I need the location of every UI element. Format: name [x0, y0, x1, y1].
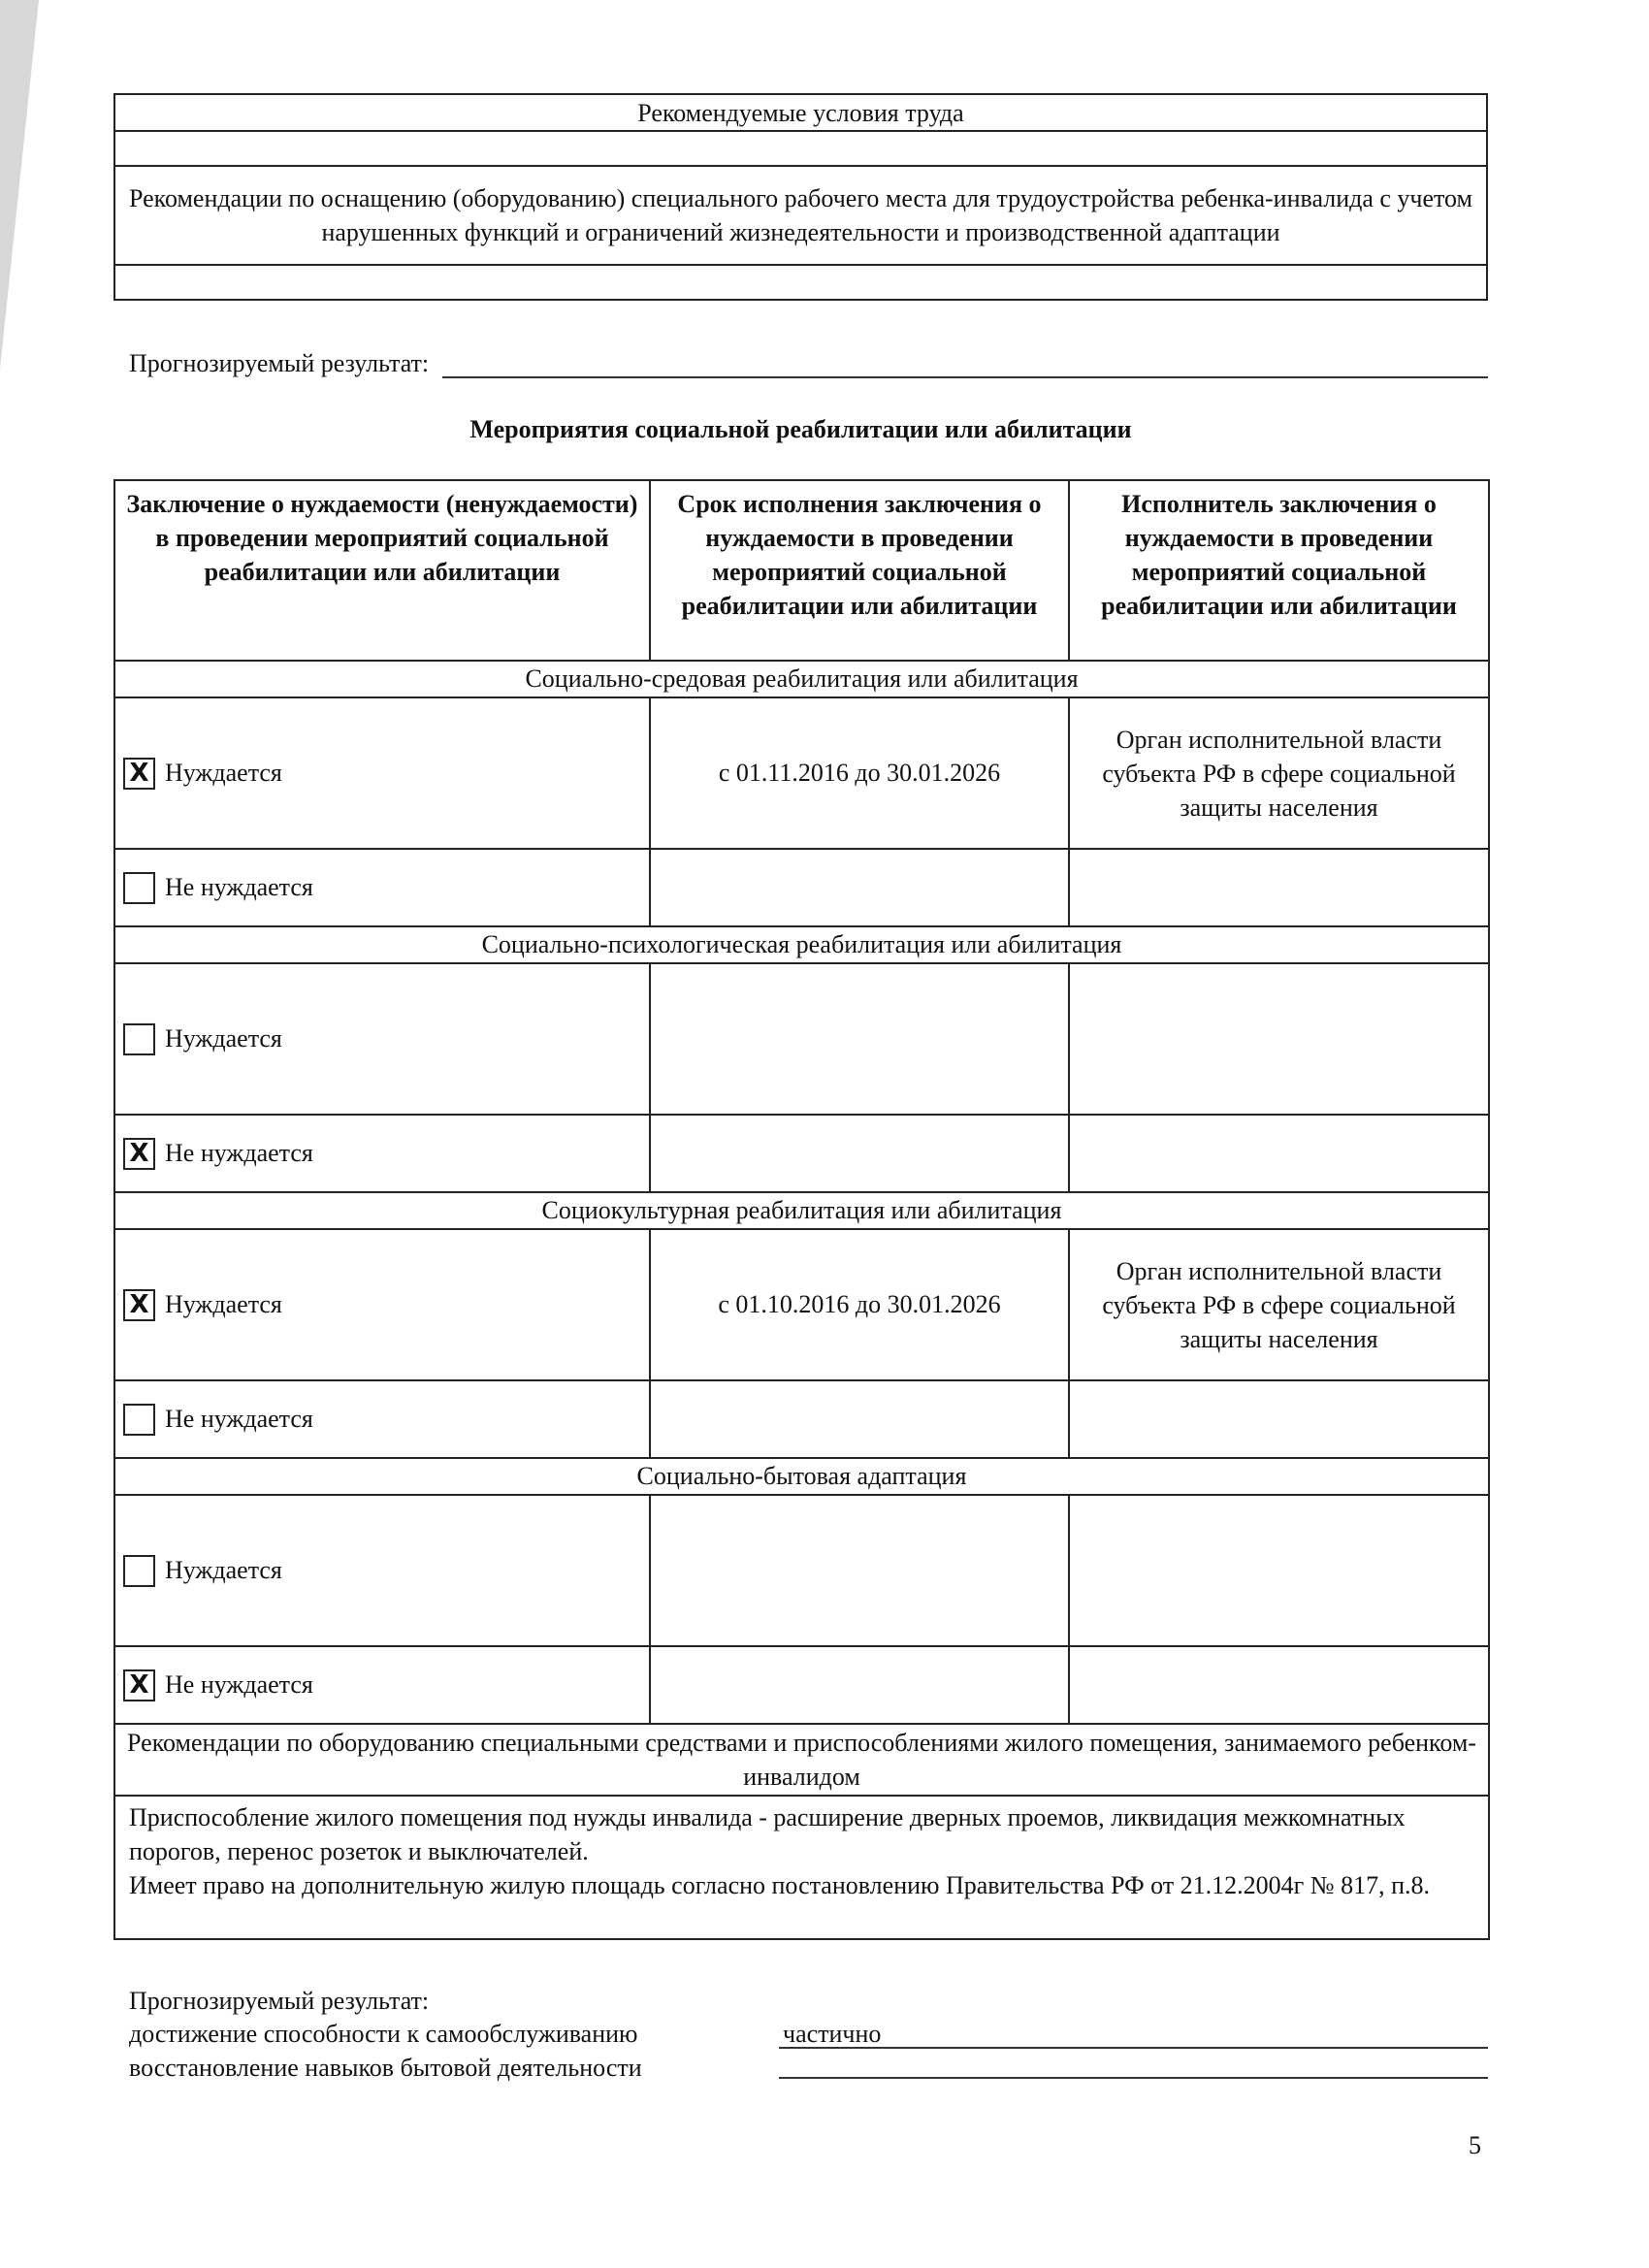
- housing-text-line1: Приспособление жилого помещения под нужды инвалида - расширение дверных проемов, ликвидация межкомнатных порогов, перенос розеток и выключателей.: [129, 1803, 1406, 1865]
- table-row: [114, 1380, 1489, 1458]
- housing-text-line2: Имеет право на дополнительную жилую площадь согласно постановлению Правительства РФ от 21.12.2004г № 817, п.8.: [129, 1871, 1431, 1899]
- executor-cell: [1069, 849, 1489, 926]
- forecast-item: [129, 2018, 1488, 2051]
- period-cell: с 01.10.2016 до 30.01.2026: [650, 1229, 1069, 1380]
- forecast-top-value: [442, 347, 1488, 378]
- checkbox-needs[interactable]: [123, 1289, 155, 1321]
- executor-cell: [1069, 1380, 1489, 1458]
- housing-text: [114, 1796, 1489, 1939]
- checkbox-label: Не нуждается: [165, 1405, 313, 1434]
- executor-cell: [1069, 1115, 1489, 1192]
- checkbox-label: Нуждается: [165, 759, 282, 788]
- table-row: [114, 1495, 1489, 1646]
- executor-cell: [1069, 963, 1489, 1115]
- period-cell: [650, 963, 1069, 1115]
- table-row: [114, 1229, 1489, 1380]
- checkbox-label: Не нуждается: [165, 1139, 313, 1168]
- checkbox-no-need[interactable]: [123, 1669, 155, 1701]
- checkbox-label: Не нуждается: [165, 1670, 313, 1700]
- period-cell: с 01.11.2016 до 30.01.2026: [650, 697, 1069, 849]
- period-cell: [650, 1495, 1069, 1646]
- social-rehab-table: [113, 479, 1490, 1940]
- executor-cell: Орган исполнительной власти субъекта РФ в сфере социальной защиты населения: [1069, 1229, 1489, 1380]
- checkbox-no-need[interactable]: [123, 872, 155, 904]
- work-conditions-title: Рекомендуемые условия труда: [114, 94, 1487, 131]
- checkbox-needs[interactable]: [123, 1555, 155, 1587]
- executor-cell: [1069, 1495, 1489, 1646]
- equipment-header: Рекомендации по оснащению (оборудованию) специального рабочего места для трудоустройства ребенка-инвалида с учетом нарушенных функций и ограничений жизнедеятельности и производственной адаптации: [114, 166, 1487, 265]
- forecast-item-value: частично: [779, 2018, 1488, 2049]
- column-header-conclusion: Заключение о нуждаемости (ненуждаемости) в проведении мероприятий социальной реабилитации или абилитации: [114, 480, 650, 661]
- executor-cell: Орган исполнительной власти субъекта РФ в сфере социальной защиты населения: [1069, 697, 1489, 849]
- forecast-item-label: достижение способности к самообслуживанию: [129, 2020, 638, 2048]
- period-cell: [650, 1380, 1069, 1458]
- column-header-period: Срок исполнения заключения о нуждаемости в проведении мероприятий социальной реабилитации или абилитации: [650, 480, 1069, 661]
- forecast-item-label: восстановление навыков бытовой деятельности: [129, 2054, 642, 2082]
- checkbox-no-need[interactable]: [123, 1404, 155, 1436]
- forecast-item-value: [779, 2052, 1488, 2079]
- table-row: [114, 1646, 1489, 1724]
- work-conditions-table: [113, 93, 1488, 301]
- checkbox-needs[interactable]: [123, 1023, 155, 1055]
- work-conditions-value: [114, 131, 1487, 166]
- executor-cell: [1069, 1646, 1489, 1724]
- table-row: [114, 963, 1489, 1115]
- section-heading: Социально-психологическая реабилитация или абилитация: [114, 926, 1489, 963]
- checkbox-no-need[interactable]: [123, 1138, 155, 1170]
- section-title: Мероприятия социальной реабилитации или абилитации: [469, 415, 1132, 443]
- section-heading: Социально-средовая реабилитация или абилитация: [114, 661, 1489, 697]
- forecast-top: [129, 340, 1488, 378]
- section-heading: Социально-бытовая адаптация: [114, 1458, 1489, 1495]
- housing-header: Рекомендации по оборудованию специальными средствами и приспособлениями жилого помещения, занимаемого ребенком-инвалидом: [114, 1724, 1489, 1796]
- period-cell: [650, 1646, 1069, 1724]
- section-heading: Социокультурная реабилитация или абилитация: [114, 1192, 1489, 1229]
- period-cell: [650, 849, 1069, 926]
- forecast-top-label: Прогнозируемый результат:: [129, 349, 430, 377]
- equipment-value: [114, 265, 1487, 300]
- checkbox-label: Нуждается: [165, 1024, 282, 1053]
- checkbox-needs[interactable]: [123, 758, 155, 790]
- column-header-executor: Исполнитель заключения о нуждаемости в проведении мероприятий социальной реабилитации или абилитации: [1069, 480, 1489, 661]
- table-row: [114, 697, 1489, 849]
- table-row: [114, 849, 1489, 926]
- table-header-row: [114, 480, 1489, 661]
- checkbox-label: Нуждается: [165, 1290, 282, 1319]
- page-number: 5: [1469, 2131, 1481, 2159]
- period-cell: [650, 1115, 1069, 1192]
- forecast-item: [129, 2052, 1488, 2085]
- checkbox-label: Нуждается: [165, 1556, 282, 1585]
- table-row: [114, 1115, 1489, 1192]
- scan-edge-shadow: [0, 0, 39, 369]
- checkbox-label: Не нуждается: [165, 873, 313, 902]
- forecast-bottom-label: Прогнозируемый результат:: [129, 1987, 430, 2015]
